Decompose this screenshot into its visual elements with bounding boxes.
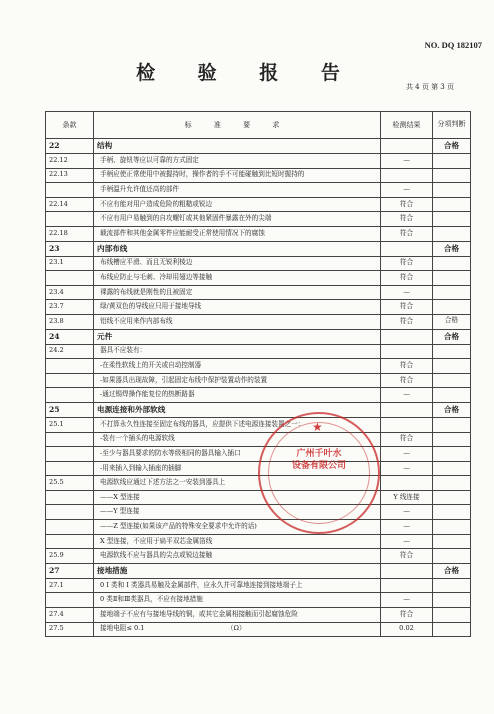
verdict-cell xyxy=(433,285,471,300)
requirement-cell: 元件 xyxy=(94,329,381,344)
clause-cell: 27.5 xyxy=(46,622,94,637)
verdict-cell: 合格 xyxy=(433,402,471,417)
table-row xyxy=(46,314,471,329)
section-row xyxy=(46,402,471,417)
requirement-cell: ——Z 型连接(如果该产品的特殊安全要求中允许的话) xyxy=(94,520,381,535)
requirement-cell: 载流部件和其他金属零件应能耐受正常使用情况下的腐蚀 xyxy=(94,226,381,241)
result-cell: 符合 xyxy=(381,373,433,388)
verdict-cell xyxy=(433,168,471,183)
clause-cell: 22.18 xyxy=(46,226,94,241)
clause-cell xyxy=(46,212,94,227)
star-icon: ★ xyxy=(312,420,323,434)
section-row xyxy=(46,241,471,256)
result-cell: — xyxy=(381,461,433,476)
verdict-cell xyxy=(433,271,471,286)
clause-cell xyxy=(46,447,94,462)
result-cell: 0.02 xyxy=(381,622,433,637)
requirement-cell: -至少与器具要求的防水等级相同的器具输入插口 xyxy=(94,447,381,462)
seal-line-1: 广州千叶水 xyxy=(296,449,342,459)
table-row xyxy=(46,300,471,315)
section-row xyxy=(46,139,471,154)
requirement-cell: 裸露的布线就是刚性的且被固定 xyxy=(94,285,381,300)
requirement-cell: 器具不应装有： xyxy=(94,344,381,359)
verdict-cell xyxy=(433,608,471,623)
clause-cell xyxy=(46,520,94,535)
result-cell: — xyxy=(381,388,433,403)
requirement-cell: 手柄温升允许值还高的部件 xyxy=(94,183,381,198)
requirement-cell: 布线应防止与毛刺、冷却用翅边等接触 xyxy=(94,271,381,286)
table-row xyxy=(46,447,471,462)
requirement-cell: -用来插入到输入插座的插脚 xyxy=(94,461,381,476)
result-cell: — xyxy=(381,505,433,520)
verdict-cell: 合格 xyxy=(433,563,471,578)
clause-cell xyxy=(46,490,94,505)
result-cell xyxy=(381,344,433,359)
table-row xyxy=(46,461,471,476)
inspection-table xyxy=(45,111,471,637)
page-info: 共 4 页 第 3 页 xyxy=(405,83,454,91)
table-row xyxy=(46,359,471,374)
clause-cell: 27.4 xyxy=(46,608,94,623)
clause-cell xyxy=(46,505,94,520)
clause-cell xyxy=(46,593,94,608)
clause-cell: 22.12 xyxy=(46,154,94,169)
result-cell: 符合 xyxy=(381,226,433,241)
clause-cell: 23.1 xyxy=(46,256,94,271)
result-cell: 符合 xyxy=(381,212,433,227)
result-cell: 符合 xyxy=(381,608,433,623)
requirement-cell: -通过锡焊操作能复位的热断路器 xyxy=(94,388,381,403)
requirement-cell: -装有一个插头的电源软线 xyxy=(94,432,381,447)
header-verdict: 分项判断 xyxy=(433,112,471,139)
table-row xyxy=(46,271,471,286)
verdict-cell xyxy=(433,359,471,374)
page-title: 检 验 报 告 xyxy=(136,62,358,84)
table-row xyxy=(46,256,471,271)
result-cell xyxy=(381,168,433,183)
requirement-cell: ——Y 型连接 xyxy=(94,505,381,520)
requirement-cell: 结构 xyxy=(94,139,381,154)
verdict-cell xyxy=(433,476,471,491)
result-cell: 符合 xyxy=(381,271,433,286)
verdict-cell xyxy=(433,183,471,198)
table-row xyxy=(46,344,471,359)
requirement-cell: 布线槽应平滑、而且无锐利棱边 xyxy=(94,256,381,271)
verdict-cell: 合格 xyxy=(433,241,471,256)
requirement-cell: 内部布线 xyxy=(94,241,381,256)
clause-cell: 23.8 xyxy=(46,314,94,329)
clause-cell xyxy=(46,534,94,549)
verdict-cell: 合格 xyxy=(433,139,471,154)
table-body xyxy=(46,139,471,637)
table-header xyxy=(46,112,471,139)
requirement-cell: -在柔性软线上的开关或自动控制器 xyxy=(94,359,381,374)
verdict-cell xyxy=(433,505,471,520)
table-row xyxy=(46,490,471,505)
requirement-cell: 接地电阻≤ 0.1 （Ω） xyxy=(94,622,381,637)
header-requirement: 标 准 要 求 xyxy=(94,112,381,139)
clause-cell xyxy=(46,388,94,403)
result-cell: — xyxy=(381,183,433,198)
section-row xyxy=(46,563,471,578)
verdict-cell xyxy=(433,534,471,549)
result-cell: — xyxy=(381,285,433,300)
table-row xyxy=(46,520,471,535)
clause-cell: 23.4 xyxy=(46,285,94,300)
result-cell xyxy=(381,578,433,593)
verdict-cell xyxy=(433,490,471,505)
clause-cell: 22.14 xyxy=(46,197,94,212)
clause-cell: 25.1 xyxy=(46,417,94,432)
requirement-cell: 绿/黄双色的导线应只用于接地导线 xyxy=(94,300,381,315)
table-row xyxy=(46,593,471,608)
table-row xyxy=(46,226,471,241)
verdict-cell xyxy=(433,197,471,212)
clause-cell xyxy=(46,271,94,286)
verdict-cell xyxy=(433,344,471,359)
requirement-cell: 手柄应使正常使用中被握持时，操作者的手不可能碰触到比短时握持的 xyxy=(94,168,381,183)
clause-cell xyxy=(46,183,94,198)
result-cell xyxy=(381,476,433,491)
verdict-cell xyxy=(433,256,471,271)
requirement-cell: 电源软线应通过下述方法之一安装到器具上 xyxy=(94,476,381,491)
result-cell: — xyxy=(381,154,433,169)
table-row xyxy=(46,183,471,198)
requirement-cell: -如果器具出现故障，引起固定布线中保护装置动作的装置 xyxy=(94,373,381,388)
result-cell xyxy=(381,402,433,417)
table-row xyxy=(46,505,471,520)
table-row xyxy=(46,212,471,227)
result-cell: 符合 xyxy=(381,314,433,329)
requirement-cell: 0 I 类和 I 类器具易触及金属部件，应永久并可靠地连接到接地端子上 xyxy=(94,578,381,593)
verdict-cell xyxy=(433,300,471,315)
verdict-cell: 合格 xyxy=(433,329,471,344)
table-row xyxy=(46,549,471,564)
clause-cell: 25.5 xyxy=(46,476,94,491)
table-row xyxy=(46,476,471,491)
result-cell xyxy=(381,563,433,578)
verdict-cell xyxy=(433,432,471,447)
table-row xyxy=(46,578,471,593)
result-cell xyxy=(381,139,433,154)
verdict-cell xyxy=(433,417,471,432)
requirement-cell: 铝线不应用来作内部布线 xyxy=(94,314,381,329)
verdict-cell xyxy=(433,154,471,169)
table-row xyxy=(46,168,471,183)
requirement-cell: 电源软线不应与器具的尖点或锐边接触 xyxy=(94,549,381,564)
result-cell xyxy=(381,241,433,256)
clause-cell: 25.9 xyxy=(46,549,94,564)
requirement-cell: 手柄、旋钮等应以可靠的方式固定 xyxy=(94,154,381,169)
header-result: 检测结果 xyxy=(381,112,433,139)
requirement-cell: X 型连接，不应用于扁平双芯金属箔线 xyxy=(94,534,381,549)
clause-cell xyxy=(46,432,94,447)
verdict-cell xyxy=(433,593,471,608)
clause-cell: 27.1 xyxy=(46,578,94,593)
verdict-cell: 合格 xyxy=(433,314,471,329)
clause-cell: 22 xyxy=(46,139,94,154)
verdict-cell xyxy=(433,226,471,241)
verdict-cell xyxy=(433,520,471,535)
clause-cell xyxy=(46,359,94,374)
table-row xyxy=(46,388,471,403)
result-cell: — xyxy=(381,534,433,549)
verdict-cell xyxy=(433,622,471,637)
verdict-cell xyxy=(433,388,471,403)
table-row xyxy=(46,432,471,447)
result-cell: 符合 xyxy=(381,359,433,374)
requirement-cell: 0 类Ⅱ和Ⅲ类器具，不应有接地措施 xyxy=(94,593,381,608)
clause-cell xyxy=(46,461,94,476)
clause-cell: 22.13 xyxy=(46,168,94,183)
seal-line-2: 设备有限公司 xyxy=(291,461,346,472)
table-row xyxy=(46,285,471,300)
clause-cell: 24.2 xyxy=(46,344,94,359)
verdict-cell xyxy=(433,578,471,593)
document-number: NO. DQ 182107 xyxy=(424,40,482,50)
requirement-cell: 接地端子不应有与接地导线的铜，或其它金属相接触而引起腐蚀危险 xyxy=(94,608,381,623)
table-row xyxy=(46,608,471,623)
clause-cell: 25 xyxy=(46,402,94,417)
requirement-cell: ——X 型连接 xyxy=(94,490,381,505)
result-cell: 符合 xyxy=(381,432,433,447)
table-row xyxy=(46,622,471,637)
clause-cell xyxy=(46,373,94,388)
requirement-cell: 不应有用户易触到的自攻螺钉或其他紧固件暴露在外的尖端 xyxy=(94,212,381,227)
result-cell: 符合 xyxy=(381,300,433,315)
result-cell: 符合 xyxy=(381,256,433,271)
table-row xyxy=(46,154,471,169)
verdict-cell xyxy=(433,373,471,388)
clause-cell: 27 xyxy=(46,563,94,578)
clause-cell: 23 xyxy=(46,241,94,256)
table-row xyxy=(46,373,471,388)
section-row xyxy=(46,329,471,344)
verdict-cell xyxy=(433,461,471,476)
result-cell: 符合 xyxy=(381,549,433,564)
verdict-cell xyxy=(433,549,471,564)
result-cell: — xyxy=(381,593,433,608)
result-cell: — xyxy=(381,520,433,535)
requirement-cell: 接地措施 xyxy=(94,563,381,578)
table-row xyxy=(46,197,471,212)
table-row xyxy=(46,417,471,432)
result-cell xyxy=(381,417,433,432)
clause-cell: 24 xyxy=(46,329,94,344)
requirement-cell: 不应有能对用户造成危险的粗糙或锐边 xyxy=(94,197,381,212)
result-cell: Y 线连接 xyxy=(381,490,433,505)
verdict-cell xyxy=(433,212,471,227)
header-clause: 条款 xyxy=(46,112,94,139)
result-cell xyxy=(381,329,433,344)
result-cell: 符合 xyxy=(381,197,433,212)
requirement-cell: 电源连接和外部软线 xyxy=(94,402,381,417)
clause-cell: 23.7 xyxy=(46,300,94,315)
result-cell: — xyxy=(381,447,433,462)
verdict-cell xyxy=(433,447,471,462)
table-row xyxy=(46,534,471,549)
requirement-cell: 不打算永久性连接至固定布线的器具，应提供下述电源连接装置之一： xyxy=(94,417,381,432)
